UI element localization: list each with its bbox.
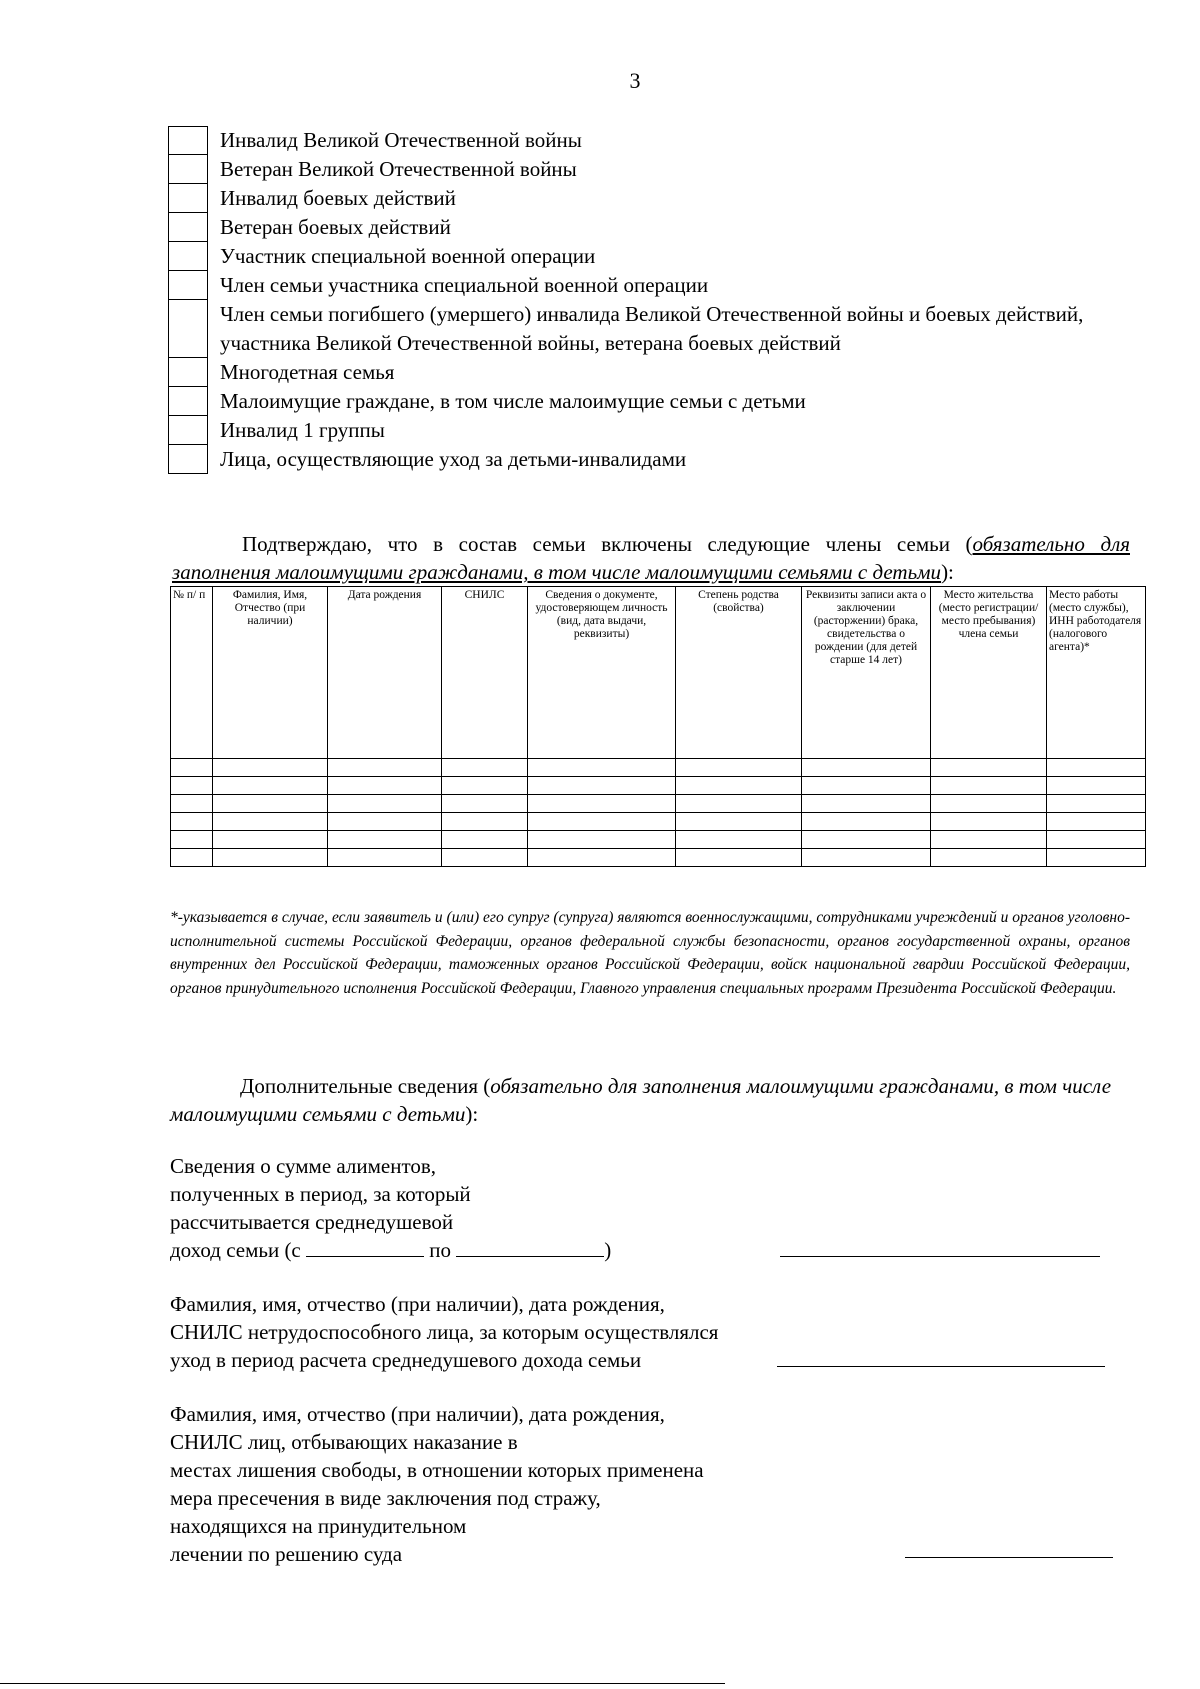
table-cell[interactable] xyxy=(528,813,676,831)
prison-line: мера пресечения в виде заключения под стражу, xyxy=(170,1486,601,1510)
category-item xyxy=(168,271,1118,300)
category-item xyxy=(168,416,1118,445)
category-checkbox[interactable] xyxy=(168,126,208,155)
table-cell[interactable] xyxy=(213,777,328,795)
additional-intro-text: Дополнительные сведения ( xyxy=(240,1074,491,1098)
table-cell[interactable] xyxy=(802,813,931,831)
table-cell[interactable] xyxy=(213,849,328,867)
table-cell[interactable] xyxy=(213,831,328,849)
alimony-label xyxy=(170,1152,611,1264)
table-cell[interactable] xyxy=(1047,777,1146,795)
page-number: 3 xyxy=(629,68,641,93)
category-label: Лица, осуществляющие уход за детьми-инвалидами xyxy=(220,447,687,471)
alimony-suffix: ) xyxy=(604,1238,612,1262)
table-cell[interactable] xyxy=(931,831,1047,849)
table-cell[interactable] xyxy=(328,795,442,813)
table-row xyxy=(171,831,1146,849)
category-checkbox[interactable] xyxy=(168,416,208,445)
table-cell[interactable] xyxy=(931,759,1047,777)
additional-info-intro xyxy=(170,1072,1130,1128)
category-checkbox[interactable] xyxy=(168,242,208,271)
table-cell[interactable] xyxy=(213,795,328,813)
table-cell[interactable] xyxy=(328,759,442,777)
additional-intro-italic: обязательно для заполнения малоимущими гражданами, в том числе малоимущими семьями с детьми xyxy=(170,1074,1112,1126)
category-label: Член семьи погибшего (умершего) инвалида Великой Отечественной войны и боевых действий, участника Великой Отечественной войны, ветерана боевых действий xyxy=(220,302,1084,355)
intro-italic: обязательно для заполнения малоимущими гражданами, в том числе малоимущими семьями с детьми xyxy=(172,532,1130,584)
column-header-act-record: Реквизиты записи акта о заключении (расторжении) брака, свидетельства о рождении (для детей старше 14 лет) xyxy=(802,587,931,759)
column-header-name: Фамилия, Имя, Отчество (при наличии) xyxy=(213,587,328,759)
table-cell[interactable] xyxy=(802,795,931,813)
table-cell[interactable] xyxy=(442,831,528,849)
alimony-line: Сведения о сумме алиментов, xyxy=(170,1154,437,1178)
prison-line: местах лишения свободы, в отношении которых применена xyxy=(170,1458,704,1482)
category-label: Участник специальной военной операции xyxy=(220,244,596,268)
intro-end: ): xyxy=(941,560,954,584)
prison-line: лечении по решению суда xyxy=(170,1542,403,1566)
table-cell[interactable] xyxy=(802,831,931,849)
table-cell[interactable] xyxy=(931,813,1047,831)
table-cell[interactable] xyxy=(802,849,931,867)
table-cell[interactable] xyxy=(1047,759,1146,777)
category-checkbox[interactable] xyxy=(168,358,208,387)
table-cell[interactable] xyxy=(442,795,528,813)
category-label: Инвалид 1 группы xyxy=(220,418,385,442)
column-header-relationship: Степень родства (свойства) xyxy=(676,587,802,759)
column-header-number: № п/ п xyxy=(171,587,213,759)
table-cell[interactable] xyxy=(1047,849,1146,867)
alimony-period xyxy=(170,1236,611,1264)
family-members-intro xyxy=(172,530,1130,586)
category-checkbox[interactable] xyxy=(168,300,208,358)
table-cell[interactable] xyxy=(676,777,802,795)
table-cell[interactable] xyxy=(442,849,528,867)
intro-text: Подтверждаю, что в состав семьи включены следующие члены семьи ( xyxy=(242,532,973,556)
category-item xyxy=(168,387,1118,416)
prison-persons-field[interactable] xyxy=(905,1557,1113,1558)
category-checkbox[interactable] xyxy=(168,155,208,184)
table-cell[interactable] xyxy=(171,813,213,831)
column-header-snils: СНИЛС xyxy=(442,587,528,759)
table-cell[interactable] xyxy=(1047,795,1146,813)
table-cell[interactable] xyxy=(328,777,442,795)
category-item xyxy=(168,358,1118,387)
category-item xyxy=(168,445,1118,474)
table-row xyxy=(171,849,1146,867)
care-person-label xyxy=(170,1290,718,1374)
table-cell[interactable] xyxy=(171,849,213,867)
table-cell[interactable] xyxy=(442,813,528,831)
table-cell[interactable] xyxy=(676,795,802,813)
table-cell[interactable] xyxy=(528,795,676,813)
category-label: Член семьи участника специальной военной операции xyxy=(220,273,709,297)
family-members-rows xyxy=(171,759,1146,867)
table-cell[interactable] xyxy=(213,759,328,777)
category-checkbox[interactable] xyxy=(168,387,208,416)
table-cell[interactable] xyxy=(802,759,931,777)
category-checkbox[interactable] xyxy=(168,184,208,213)
prison-line: СНИЛС лиц, отбывающих наказание в xyxy=(170,1430,518,1454)
category-item xyxy=(168,213,1118,242)
table-cell[interactable] xyxy=(931,849,1047,867)
page-bottom-rule xyxy=(0,1683,725,1684)
table-cell[interactable] xyxy=(213,813,328,831)
category-checkbox[interactable] xyxy=(168,213,208,242)
alimony-prefix: доход семьи (с xyxy=(170,1238,301,1262)
category-item xyxy=(168,300,1118,358)
table-cell[interactable] xyxy=(528,849,676,867)
category-label: Инвалид Великой Отечественной войны xyxy=(220,128,582,152)
alimony-line: рассчитывается среднедушевой xyxy=(170,1210,454,1234)
care-line: Фамилия, имя, отчество (при наличии), дата рождения, xyxy=(170,1292,665,1316)
table-cell[interactable] xyxy=(528,759,676,777)
category-label: Инвалид боевых действий xyxy=(220,186,456,210)
table-cell[interactable] xyxy=(171,759,213,777)
column-header-birth-date: Дата рождения xyxy=(328,587,442,759)
table-cell[interactable] xyxy=(528,777,676,795)
column-header-workplace: Место работы (место службы), ИНН работодателя (налогового агента)* xyxy=(1047,587,1146,759)
table-cell[interactable] xyxy=(328,813,442,831)
period-to-field[interactable] xyxy=(456,1236,604,1257)
table-cell[interactable] xyxy=(328,849,442,867)
table-cell[interactable] xyxy=(676,849,802,867)
table-cell[interactable] xyxy=(676,831,802,849)
prison-line: Фамилия, имя, отчество (при наличии), дата рождения, xyxy=(170,1402,665,1426)
table-cell[interactable] xyxy=(442,777,528,795)
additional-intro-end: ): xyxy=(465,1102,479,1126)
table-cell[interactable] xyxy=(442,759,528,777)
category-checklist xyxy=(168,126,1118,474)
table-cell[interactable] xyxy=(802,777,931,795)
table-cell[interactable] xyxy=(528,831,676,849)
table-row xyxy=(171,777,1146,795)
footnote: *-указывается в случае, если заявитель и (или) его супруг (супруга) являются военнослужащими, сотрудниками учреждений и органов уголовно-исполнительной системы Российской Федерации, органов федеральной службы безопасности, органов государственной охраны, органов внутренних дел Российской Федерации, таможенных органов Российской Федерации, войск национальной гвардии Российской Федерации, органов принудительного исполнения Российской Федерации, Главного управления специальных программ Президента Российской Федерации. xyxy=(170,909,1130,997)
table-row xyxy=(171,813,1146,831)
table-cell[interactable] xyxy=(676,759,802,777)
table-cell[interactable] xyxy=(171,795,213,813)
alimony-amount-field[interactable] xyxy=(780,1256,1100,1257)
column-header-id-document: Сведения о документе, удостоверяющем личность (вид, дата выдачи, реквизиты) xyxy=(528,587,676,759)
table-cell[interactable] xyxy=(171,831,213,849)
care-person-field[interactable] xyxy=(777,1366,1105,1367)
table-cell[interactable] xyxy=(1047,813,1146,831)
category-item xyxy=(168,155,1118,184)
table-row xyxy=(171,759,1146,777)
prison-persons-label xyxy=(170,1400,704,1568)
table-cell[interactable] xyxy=(931,795,1047,813)
period-from-field[interactable] xyxy=(306,1236,424,1257)
table-cell[interactable] xyxy=(328,831,442,849)
prison-line: находящихся на принудительном xyxy=(170,1514,467,1538)
care-line: СНИЛС нетрудоспособного лица, за которым осуществлялся xyxy=(170,1320,719,1344)
table-cell[interactable] xyxy=(171,777,213,795)
category-checkbox[interactable] xyxy=(168,445,208,474)
category-item xyxy=(168,184,1118,213)
category-checkbox[interactable] xyxy=(168,271,208,300)
table-cell[interactable] xyxy=(931,777,1047,795)
category-label: Многодетная семья xyxy=(220,360,395,384)
category-label: Малоимущие граждане, в том числе малоимущие семьи с детьми xyxy=(220,389,806,413)
alimony-line: полученных в период, за который xyxy=(170,1182,471,1206)
table-cell[interactable] xyxy=(676,813,802,831)
column-header-residence: Место жительства (место регистрации/ место пребывания) члена семьи xyxy=(931,587,1047,759)
category-label: Ветеран боевых действий xyxy=(220,215,451,239)
table-row xyxy=(171,795,1146,813)
care-line: уход в период расчета среднедушевого дохода семьи xyxy=(170,1348,642,1372)
alimony-mid: по xyxy=(429,1238,452,1262)
category-item xyxy=(168,126,1118,155)
table-cell[interactable] xyxy=(1047,831,1146,849)
family-members-table xyxy=(170,586,1146,867)
category-label: Ветеран Великой Отечественной войны xyxy=(220,157,577,181)
category-item xyxy=(168,242,1118,271)
